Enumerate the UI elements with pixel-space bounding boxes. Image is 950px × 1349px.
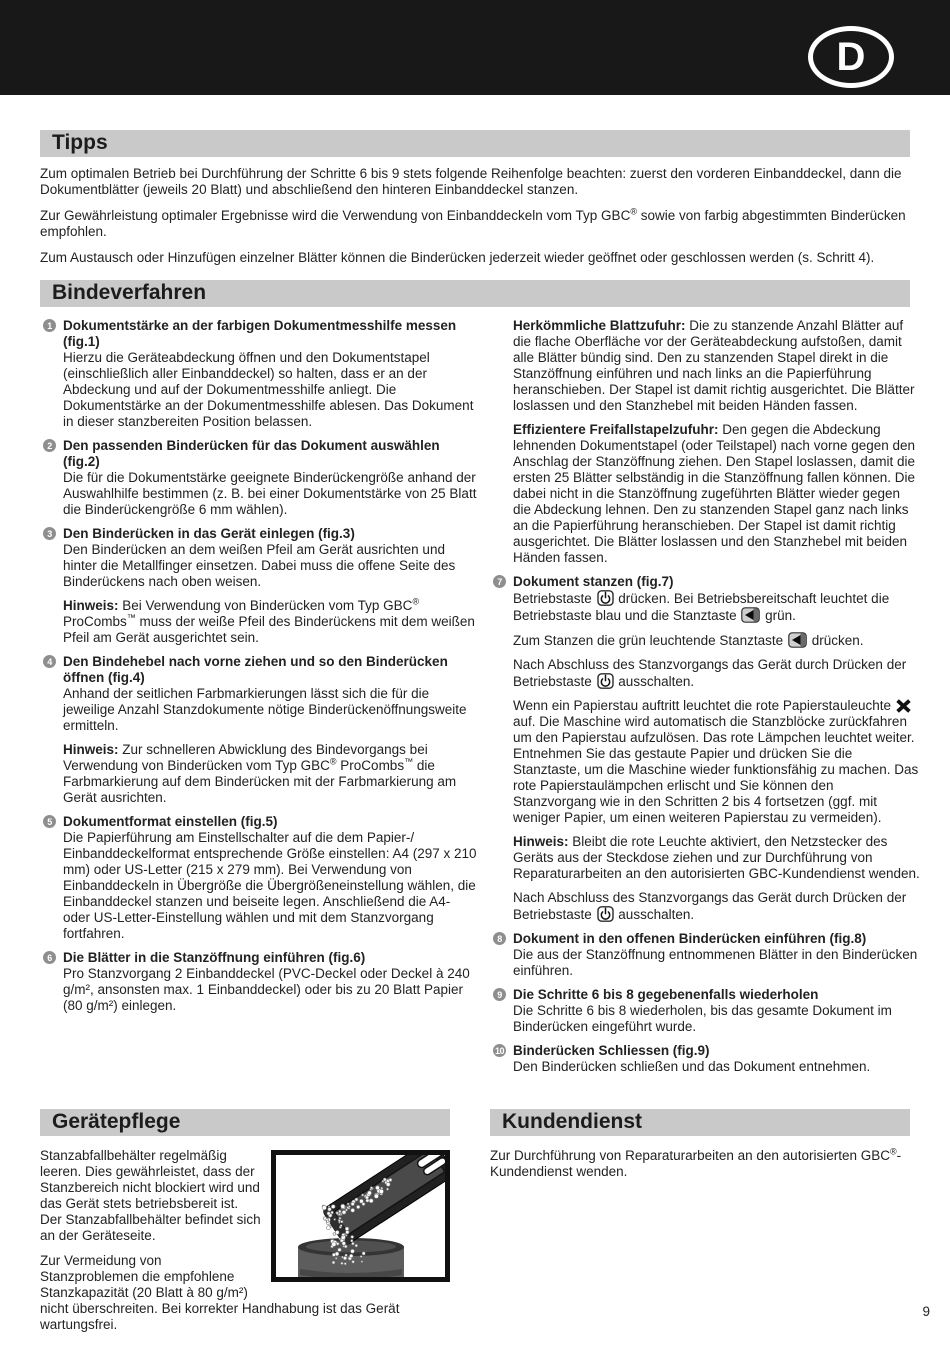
step-4 [40,654,480,806]
body-paragraph: Hierzu die Geräteabdeckung öffnen und den Dokumentstapel (einschließlich aller Einbanddeckel) so halten, dass er an der Abdeckung und auf der Dokumentmesshilfe anliegt. Die Dokumentstärke an der Dokumentmesshilfe ablesen. Das Dokument in dieser stanzbereiten Position belassen. [63,350,474,429]
geraetepflege-body [40,1148,450,1333]
tipps-body [40,166,906,266]
step-7 [490,574,920,923]
body-paragraph: Hinweis: Zur schnelleren Abwicklung des Bindevorgangs bei Verwendung von Binderücken vom Typ GBC® ProCombs™ die Farbmarkierung auf dem Binderücken mit der Farbmarkierung am Gerät ausrichten. [63,742,457,805]
body-paragraph: Den Binderücken an dem weißen Pfeil am Gerät ausrichten und hinter die Metallfinger einsetzen. Dabei muss die offene Seite des Binderückens nach oben weisen. [63,542,456,589]
body-paragraph: Wenn ein Papierstau auftritt leuchtet die rote Papierstauleuchte auf. Die Maschine wird automatisch die Stanzblöcke zurückfahren um den Papierstau aufzulösen. Das rote Lämpchen leuchtet weiter. Entnehmen Sie das gestaute Papier und drücken Sie die Stanztaste, um die Maschine wieder funktionsfähig zu machen. Das rote Papierstaulämpchen erlischt und Sie können den Stanzvorgang wie in den Schritten 2 bis 4 fortsetzen (ggf. mit weniger Papier, um einen weiteren Papierstau zu vermeiden). [513,698,919,825]
step-number-badge: 6 [43,951,56,964]
bold-lead: Hinweis: [63,598,119,613]
step-heading: Die Blätter in die Stanzöffnung einführen (fig.6) [63,950,366,965]
body-paragraph: Anhand der seitlichen Farbmarkierungen lässt sich die für die jeweilige Anzahl Stanzdokumente nötige Binderückenöffnungsweite ermitteln. [63,686,467,733]
section-header-bindeverfahren [40,280,910,307]
step-9 [490,987,920,1035]
geraetepflege-section [40,1109,450,1342]
step-number-badge: 1 [43,319,56,332]
kundendienst-section [490,1109,910,1342]
step-heading: Die Schritte 6 bis 8 gegebenenfalls wiederholen [513,987,819,1002]
punch-button-icon [741,607,760,623]
body-paragraph: Effizientere Freifallstapelzufuhr: Den gegen die Abdeckung lehnenden Dokumentstapel (oder Teilstapel) nach vorne gegen den Anschlag der Stanzöffnung ziehen. Den Stapel loslassen, damit die ersten 25 Blätter selbständig in die Stanzöffnung fallen können. Die dabei nicht in die Stanzöffnung zugeführten Blätter wieder gegen die Abdeckung lehnen. Den zu stanzenden Stapel ganz nach links an die Papierführung heranschieben. Der Stapel ist damit richtig ausgerichtet. Die Blätter loslassen und den Stanzhebel mit beiden Händen fassen. [513,422,916,565]
step-heading: Binderücken Schliessen (fig.9) [513,1043,710,1058]
step-heading: Den Binderücken in das Gerät einlegen (fig.3) [63,526,355,541]
step-number-badge: 3 [43,527,56,540]
step-number-badge: 10 [494,1045,504,1056]
section-title: Gerätepflege [52,1110,181,1133]
step-3 [40,526,480,646]
step-8 [490,931,920,979]
body-paragraph: Den Binderücken schließen und das Dokument entnehmen. [513,1059,871,1074]
bold-lead: Effizientere Freifallstapelzufuhr: [513,422,719,437]
paper-jam-icon [896,699,911,713]
punch-button-icon [788,632,807,648]
language-badge [808,26,894,88]
bottom-sections [40,1109,920,1342]
section-header-tipps [40,130,910,157]
step-heading: Dokument in den offenen Binderücken einführen (fig.8) [513,931,867,946]
step-number-badge: 8 [493,932,506,945]
section-header-kundendienst [490,1109,910,1136]
step-6 [40,950,480,1014]
paragraph-block [490,422,920,566]
top-black-banner [0,0,950,95]
step-2 [40,438,480,518]
step-10 [490,1043,920,1075]
body-paragraph: Hinweis: Bei Verwendung von Binderücken vom Typ GBC® ProCombs™ muss der weiße Pfeil des Binderückens mit dem weißen Pfeil am Gerät ausgerichtet sein. [63,596,475,645]
body-paragraph: Herkömmliche Blattzufuhr: Die zu stanzende Anzahl Blätter auf die flache Oberfläche vor der Geräteabdeckung aufstoßen, damit alle Blätter bündig sind. Den zu stanzenden Stapel direkt in die Stanzöffnung einführen und nach links an die Papierführung heranschieben. Der Stapel ist damit richtig ausgerichtet. Die Blätter loslassen und den Stanzhebel mit beiden Händen fassen. [513,318,915,413]
body-paragraph: Zum optimalen Betrieb bei Durchführung der Schritte 6 bis 9 stets folgende Reihenfolge beachten: zuerst den vorderen Einbanddeckel, dann die Dokumentblätter (jeweils 20 Blatt) und abschließend den hinteren Einbanddeckel stanzen. [40,166,902,197]
power-button-icon [597,906,614,922]
step-heading: Dokument stanzen (fig.7) [513,574,674,589]
body-paragraph: Zur Vermeidung von Stanzproblemen die empfohlene Stanzkapazität (20 Blatt à 80 g/m²) nicht überschreiten. Bei korrekter Handhabung ist das Gerät wartungsfrei. [40,1253,400,1332]
body-paragraph: Nach Abschluss des Stanzvorgangs das Gerät durch Drücken der Betriebstaste ausschalten. [513,890,907,922]
step-number-badge: 7 [493,575,506,588]
step-heading: Den Bindehebel nach vorne ziehen und so den Binderücken öffnen (fig.4) [63,654,448,685]
bindeverfahren-columns [40,318,920,1083]
step-number-badge: 4 [43,655,56,668]
power-button-icon [597,590,614,606]
bold-lead: Hinweis: [63,742,119,757]
bold-lead: Herkömmliche Blattzufuhr: [513,318,686,333]
section-title: Bindeverfahren [52,281,207,304]
paragraph-block [490,318,920,414]
step-number-badge: 5 [43,815,56,828]
body-paragraph: Die Schritte 6 bis 8 wiederholen, bis das gesamte Dokument im Binderücken eingeführt wurde. [513,1003,892,1034]
page-content [0,130,950,1342]
step-heading: Dokumentstärke an der farbigen Dokumentmesshilfe messen (fig.1) [63,318,457,349]
body-paragraph: Hinweis: Bleibt die rote Leuchte aktiviert, den Netzstecker des Geräts aus der Steckdose ziehen und zur Durchführung von Reparaturarbeiten an den autorisierten GBC-Kundendienst wenden. [513,834,920,881]
step-heading: Den passenden Binderücken für das Dokument auswählen (fig.2) [63,438,440,469]
body-paragraph: Die für die Dokumentstärke geeignete Binderückengröße anhand der Auswahlhilfe bestimmen (z. B. bei einer Dokumentstärke von 25 Blatt die Binderückengröße 6 mm wählen). [63,470,477,517]
punch-waste-figure [271,1150,450,1282]
section-header-geraetepflege [40,1109,450,1136]
bold-lead: Hinweis: [513,834,569,849]
bindeverfahren-left-column [40,318,480,1083]
body-paragraph: Die Papierführung am Einstellschalter auf die dem Papier-/ Einbanddeckelformat entsprechende Größe einstellen: A4 (297 x 210 mm) oder US-Letter (215 x 279 mm). Bei Verwendung von Einbanddeckeln in Übergröße die Übergrößeneinstellung wählen, die Einbanddeckel stanzen und beiseite legen. Anschließend die A4- oder US-Letter-Einstellung wählen und mit dem Stanzvorgang fortfahren. [63,830,477,941]
body-paragraph: Die aus der Stanzöffnung entnommenen Blätter in den Binderücken einführen. [513,947,918,978]
step-heading: Dokumentformat einstellen (fig.5) [63,814,278,829]
body-paragraph: Zum Austausch oder Hinzufügen einzelner Blätter können die Binderücken jederzeit wieder geöffnet oder geschlossen werden (s. Schritt 4). [40,250,875,265]
page-number: 9 [922,1304,930,1319]
body-paragraph: Pro Stanzvorgang 2 Einbanddeckel (PVC-Deckel oder Deckel à 240 g/m², ansonsten max. 1 Einbanddeckel) oder bis zu 20 Blatt Papier (80 g/m²) einlegen. [63,966,470,1013]
step-1 [40,318,480,430]
body-paragraph: Nach Abschluss des Stanzvorgangs das Gerät durch Drücken der Betriebstaste ausschalten. [513,657,907,689]
kundendienst-body [490,1148,910,1180]
bindeverfahren-right-column [490,318,920,1083]
body-paragraph: Betriebstaste drücken. Bei Betriebsbereitschaft leuchtet die Betriebstaste blau und die Stanztaste grün. [513,591,890,623]
step-number-badge: 2 [43,439,56,452]
language-badge-letter: D [836,35,866,79]
body-paragraph: Stanzabfallbehälter regelmäßig leeren. Dies gewährleistet, dass der Stanzbereich nicht blockiert wird und das Gerät stets betriebsbereit ist. Der Stanzabfallbehälter befindet sich an der Geräteseite. [40,1148,261,1243]
section-title: Tipps [52,131,108,154]
body-paragraph: Zum Stanzen die grün leuchtende Stanztaste drücken. [513,633,864,648]
body-paragraph: Zur Gewährleistung optimaler Ergebnisse wird die Verwendung von Einbanddeckeln vom Typ GBC® sowie von farbig abgestimmten Binderücken empfohlen. [40,206,906,239]
step-number-badge: 9 [493,988,506,1001]
body-paragraph: Zur Durchführung von Reparaturarbeiten an den autorisierten GBC®-Kundendienst wenden. [490,1146,902,1179]
section-title: Kundendienst [502,1110,642,1133]
step-5 [40,814,480,942]
power-button-icon [597,673,614,689]
